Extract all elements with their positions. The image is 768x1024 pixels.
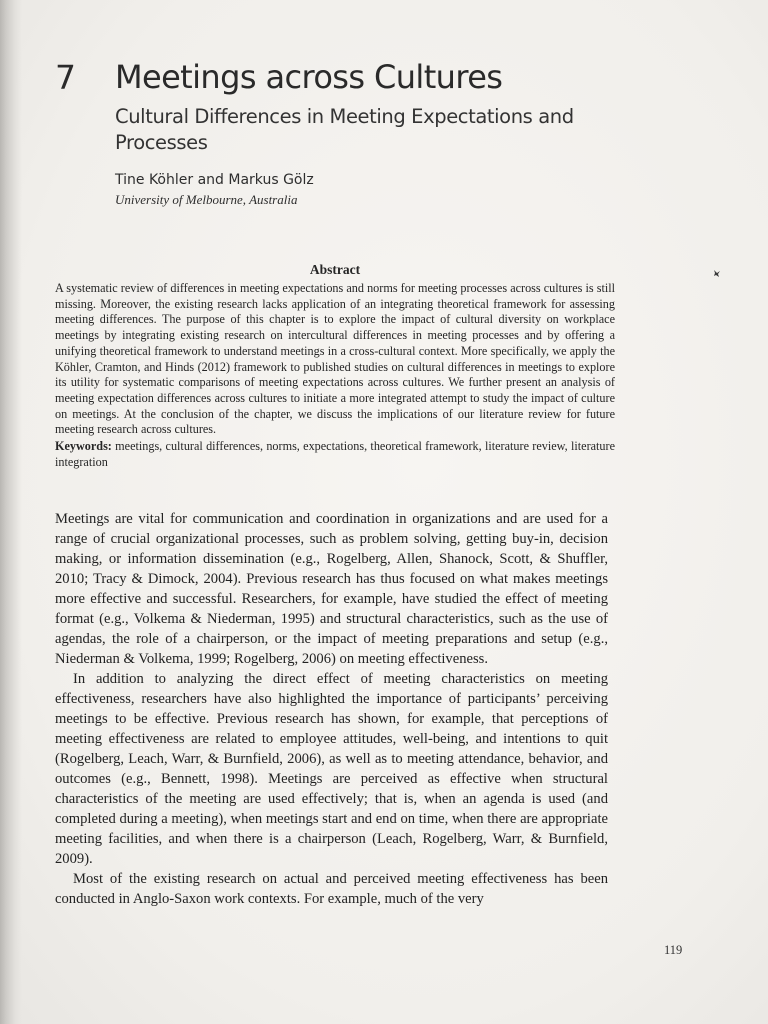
- spine-shadow: [0, 0, 22, 1024]
- chapter-title: Meetings across Cultures: [115, 58, 503, 96]
- ink-speck-mark: [712, 268, 722, 278]
- body-paragraph: In addition to analyzing the direct effect of meeting characteristics on meeting effectiveness, researchers have also highlighted the importance of participants’ perceiving meetings to be effective. Previous research has shown, for example, that perceptions of meeting effectiveness are related to employee attitudes, well-being, and intentions to quit (Rogelberg, Leach, Warr, & Burnfield, 2006), as well as to meeting attendance, behavior, and outcomes (e.g., Bennett, 1998). Meetings are perceived as effective when structural characteristics of the meeting are used effectively; that is, when an agenda is used (and completed during a meeting), when meetings start and end on time, when there are appropriate meeting facilities, and when there is a chairperson (Leach, Rogelberg, Warr, & Burnfield, 2009).: [55, 671, 608, 867]
- abstract-body: A systematic review of differences in meeting expectations and norms for meeting processes across cultures is still missing. Moreover, the existing research lacks application of an integrating theoretical framework for assessing meeting differences. The purpose of this chapter is to explore the impact of cultural diversity on workplace meetings by integrating existing research on intercultural differences in meeting processes and by offering a unifying theoretical framework to understand meetings in a cross-cultural context. More specifically, we apply the Köhler, Cramton, and Hinds (2012) framework to published studies on cultural differences in meetings to explore its utility for systematic comparisons of meeting expectations across cultures. We further present an analysis of meeting expectation differences across cultures to initiate a more integrated attempt to study the impact of culture on meetings. At the conclusion of the chapter, we discuss the implications of our literature review for future meeting research across cultures.: [55, 281, 615, 437]
- keywords-label: Keywords:: [55, 439, 112, 454]
- author-affiliation: University of Melbourne, Australia: [115, 192, 298, 207]
- main-body-text: [55, 509, 608, 909]
- page-number: 119: [664, 943, 683, 957]
- body-paragraph: Most of the existing research on actual and perceived meeting effectiveness has been conducted in Anglo-Saxon work contexts. For example, much of the very: [55, 871, 608, 907]
- chapter-authors: Tine Köhler and Markus Gölz: [115, 172, 314, 188]
- keywords-line: [55, 439, 615, 470]
- body-paragraph: Meetings are vital for communication and coordination in organizations and are used for a range of crucial organizational processes, such as problem solving, getting buy-in, decision making, or information dissemination (e.g., Rogelberg, Allen, Shanock, Scott, & Shuffler, 2010; Tracy & Dimock, 2004). Previous research has thus focused on what makes meetings more effective and successful. Researchers, for example, have studied the effect of meeting format (e.g., Volkema & Niederman, 1995) and structural characteristics, such as the use of agendas, the role of a chairperson, or the impact of meeting preparations and setup (e.g., Niederman & Volkema, 1999; Rogelberg, 2006) on meeting effectiveness.: [55, 511, 608, 667]
- chapter-subtitle: Cultural Differences in Meeting Expectations and Processes: [115, 105, 574, 154]
- abstract-section: [55, 262, 615, 470]
- abstract-heading: Abstract: [309, 262, 361, 277]
- keywords-list: meetings, cultural differences, norms, expectations, theoretical framework, literature review, literature integration: [55, 439, 615, 469]
- chapter-number: 7: [55, 58, 76, 97]
